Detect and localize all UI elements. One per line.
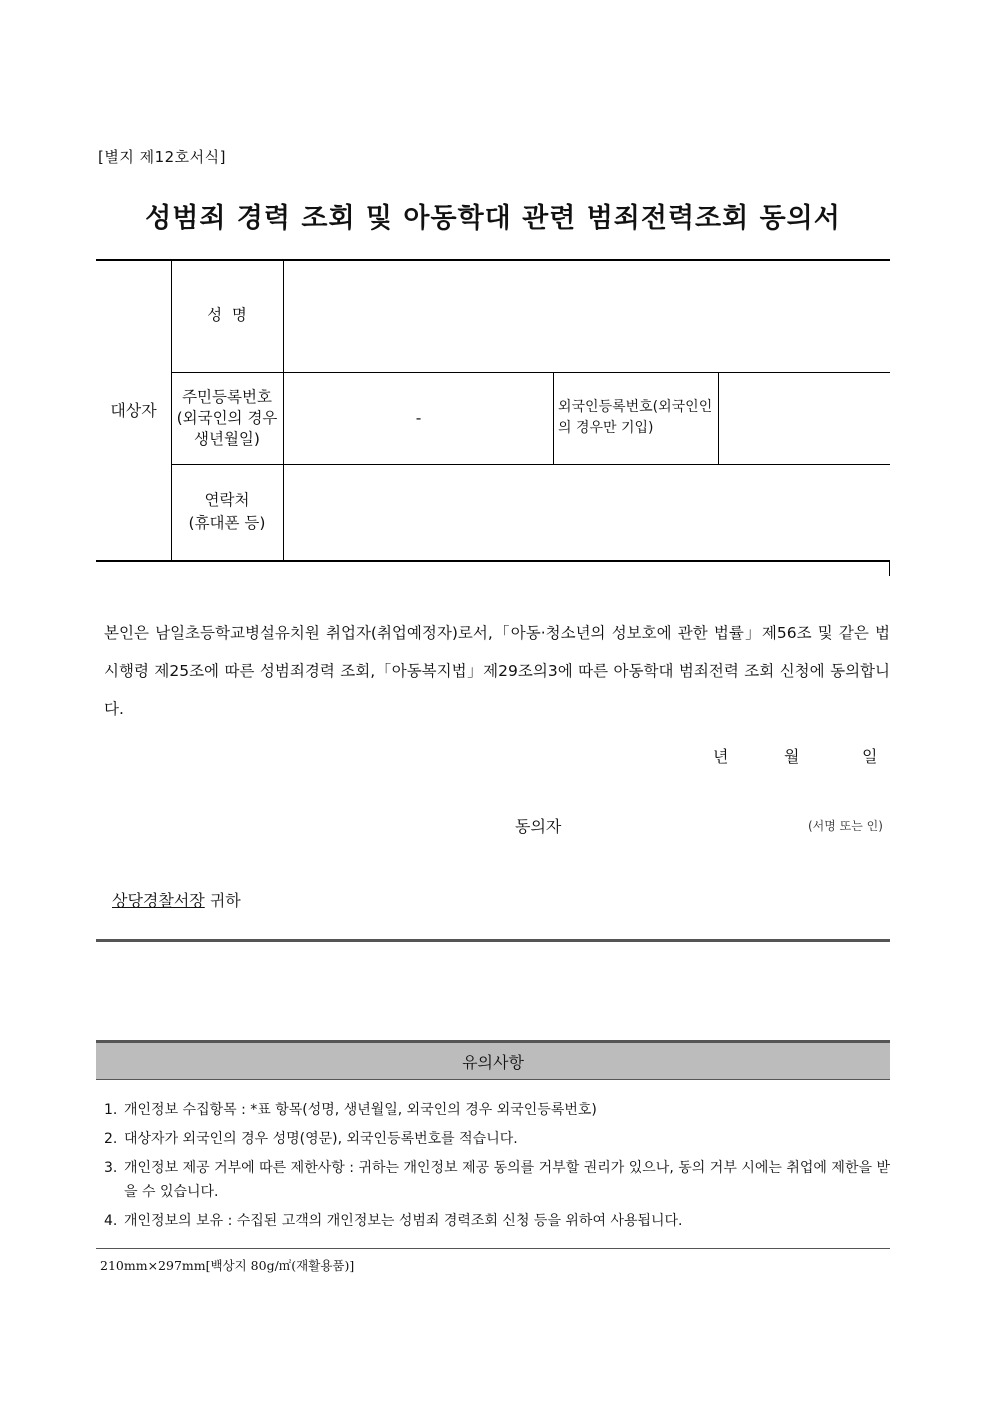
foreign-reg-label <box>554 372 718 464</box>
notice-item-number: 3. <box>104 1160 118 1176</box>
notice-item-number: 4. <box>104 1213 118 1229</box>
list-item <box>104 1127 890 1151</box>
recipient-name: 상당경찰서장 <box>112 891 205 910</box>
list-item <box>104 1156 890 1204</box>
name-field[interactable] <box>284 259 890 372</box>
foreign-reg-field[interactable] <box>719 372 890 464</box>
table-bottom-border <box>96 560 890 562</box>
recipient-suffix: 귀하 <box>209 891 241 910</box>
rrn-label-line: 주민등록번호 <box>182 387 272 406</box>
date-month-label: 월 <box>784 747 800 766</box>
consenter-label: 동의자 <box>515 817 562 836</box>
notice-list <box>104 1098 890 1238</box>
name-label: 성 명 <box>207 306 247 324</box>
form-number: [별지 제12호서식] <box>98 148 226 166</box>
consent-statement: 본인은 남일초등학교병설유치원 취업자(취업예정자)로서,「아동·청소년의 성보호에 관한 법률」제56조 및 같은 법 시행령 제25조에 따른 성범죄경력 조회,「아동복지법」제29조의3에 따른 아동학대 범죄전력 조회 신청에 동의합니다. <box>104 624 890 718</box>
notice-item-text: 개인정보 제공 거부에 따른 제한사항 : 귀하는 개인정보 제공 동의를 거부할 권리가 있으나, 동의 거부 시에는 취업에 제한을 받을 수 있습니다. <box>124 1160 890 1200</box>
rrn-label-line: 생년월일) <box>194 429 260 448</box>
table-right-tick <box>889 560 890 576</box>
section-divider <box>96 939 890 942</box>
subject-group-label: 대상자 <box>110 400 157 420</box>
notice-item-number: 1. <box>104 1102 118 1118</box>
contact-label-line: 연락처 <box>204 491 250 509</box>
notice-item-text: 개인정보의 보유 : 수집된 고객의 개인정보는 성범죄 경력조회 신청 등을 위하여 사용됩니다. <box>124 1213 683 1229</box>
rrn-field[interactable]: - <box>415 408 422 427</box>
date-year-label: 년 <box>713 747 729 766</box>
list-item <box>104 1209 890 1233</box>
list-item <box>104 1098 890 1122</box>
footer-divider <box>96 1248 890 1249</box>
notice-item-text: 대상자가 외국인의 경우 성명(영문), 외국인등록번호를 적습니다. <box>124 1131 518 1147</box>
notice-item-text: 개인정보 수집항목 : *표 항목(성명, 생년월일, 외국인의 경우 외국인등록번호) <box>124 1102 597 1118</box>
contact-field[interactable] <box>284 464 890 560</box>
notice-title: 유의사항 <box>462 1052 524 1072</box>
document-title: 성범죄 경력 조회 및 아동학대 관련 범죄전력조회 동의서 <box>145 203 841 234</box>
recipient <box>112 888 241 911</box>
signature-note: (서명 또는 인) <box>808 819 883 833</box>
rrn-label <box>171 372 283 464</box>
foreign-reg-label-line: 외국인등록번호(외국인인 <box>558 399 713 415</box>
rrn-label-line: (외국인의 경우 <box>176 408 278 427</box>
notice-item-number: 2. <box>104 1131 118 1147</box>
date-day-label: 일 <box>862 747 878 766</box>
notice-header <box>96 1040 890 1080</box>
foreign-reg-label-line: 의 경우만 기입) <box>558 420 654 436</box>
paper-spec: 210mm×297mm[백상지 80g/㎡(재활용품)] <box>100 1258 355 1273</box>
contact-label <box>171 464 283 560</box>
contact-label-line: (휴대폰 등) <box>188 514 266 532</box>
